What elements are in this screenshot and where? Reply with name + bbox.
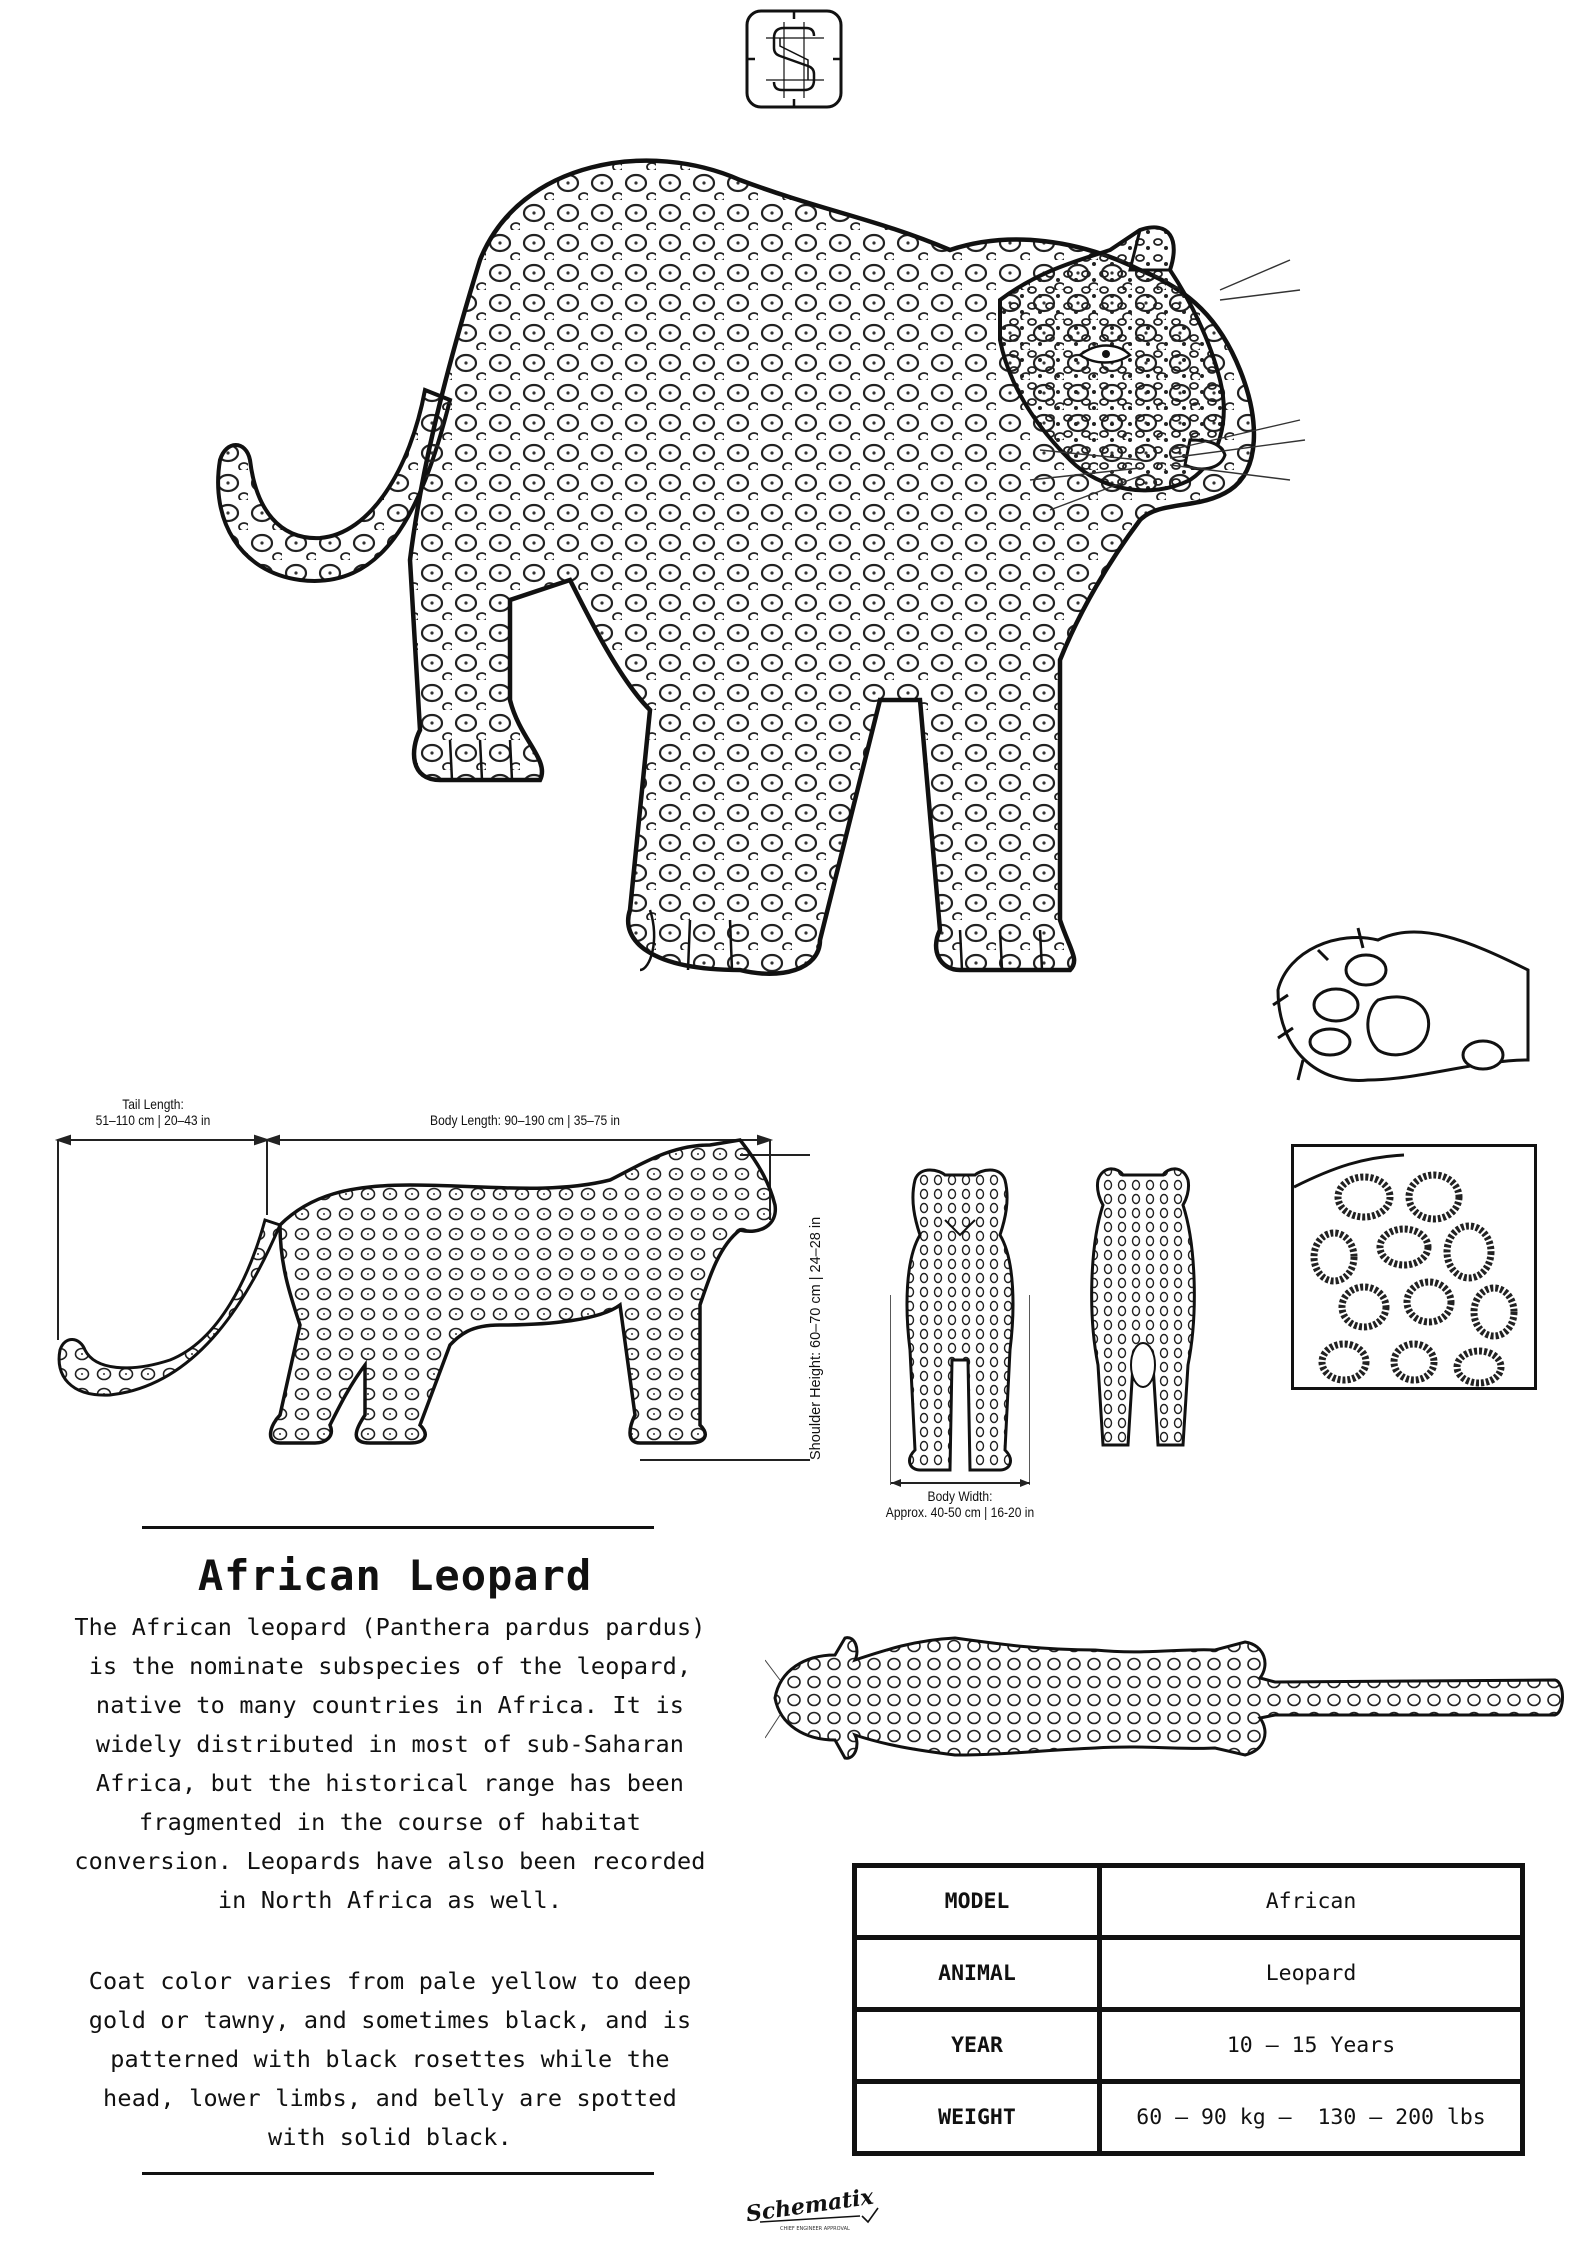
- spec-value: African: [1100, 1866, 1523, 1938]
- tail-length-label: [80, 1096, 226, 1128]
- page-title: African Leopard: [197, 1551, 593, 1600]
- tail-length-title: Tail Length:: [122, 1096, 184, 1112]
- bottom-divider: [142, 2172, 654, 2175]
- paragraph-line: conversion. Leopards have also been recorded: [74, 1847, 706, 1875]
- paragraph-line: Coat color varies from pale yellow to deep: [88, 1967, 692, 1995]
- body-length-label: Body Length: 90–190 cm | 35–75 in: [430, 1112, 620, 1128]
- coat-pattern-detail-illustration: [1291, 1144, 1537, 1390]
- rear-view-illustration: [1088, 1165, 1198, 1455]
- paragraph-line: native to many countries in Africa. It is: [95, 1691, 685, 1719]
- schematix-logo-icon: [744, 8, 844, 110]
- spec-value: Leopard: [1100, 1938, 1523, 2010]
- side-profile-illustration: [50, 1125, 810, 1470]
- paw-detail-illustration: [1258, 910, 1538, 1090]
- paragraph-line: Africa, but the historical range has been: [95, 1769, 685, 1797]
- approval-signature: [740, 2186, 890, 2234]
- table-row: [855, 2010, 1523, 2082]
- top-divider: [142, 1526, 654, 1529]
- spec-label: YEAR: [855, 2010, 1100, 2082]
- front-view-illustration: [890, 1160, 1030, 1490]
- body-width-value: Approx. 40-50 cm | 16-20 in: [885, 1504, 1035, 1520]
- signature-caption: CHIEF ENGINEER APPROVAL: [780, 2226, 850, 2232]
- spec-value: 10 – 15 Years: [1100, 2010, 1523, 2082]
- paragraph-line: with solid black.: [268, 2123, 512, 2151]
- shoulder-height-label: Shoulder Height: 60–70 cm | 24–28 in: [808, 1216, 824, 1460]
- main-leopard-illustration: [180, 140, 1380, 1100]
- paragraph-line: in North Africa as well.: [217, 1886, 563, 1914]
- spec-table: [852, 1863, 1525, 2156]
- paragraph-line: fragmented in the course of habitat: [138, 1808, 642, 1836]
- spec-label: ANIMAL: [855, 1938, 1100, 2010]
- body-width-label: [853, 1488, 1068, 1520]
- table-row: [855, 1866, 1523, 1938]
- spec-label: MODEL: [855, 1866, 1100, 1938]
- paragraph-line: head, lower limbs, and belly are spotted: [103, 2084, 677, 2112]
- spec-label: WEIGHT: [855, 2082, 1100, 2154]
- description-paragraph-1: [40, 1608, 740, 1920]
- body-width-title: Body Width:: [927, 1488, 993, 1504]
- description-paragraph-2: [40, 1962, 740, 2157]
- table-row: [855, 2082, 1523, 2154]
- paragraph-line: The African leopard (Panthera pardus pardus): [74, 1613, 706, 1641]
- table-row: [855, 1938, 1523, 2010]
- top-view-illustration: [765, 1620, 1565, 1770]
- tail-length-value: 51–110 cm | 20–43 in: [95, 1112, 211, 1128]
- paragraph-line: is the nominate subspecies of the leopard,: [88, 1652, 692, 1680]
- paragraph-line: patterned with black rosettes while the: [110, 2045, 670, 2073]
- signature-text: Schematix: [744, 2186, 876, 2228]
- spec-value: 60 – 90 kg – 130 – 200 lbs: [1100, 2082, 1523, 2154]
- body-width-arrow: [889, 1478, 1032, 1488]
- paragraph-line: gold or tawny, and sometimes black, and is: [88, 2006, 692, 2034]
- paragraph-line: widely distributed in most of sub-Saharan: [95, 1730, 685, 1758]
